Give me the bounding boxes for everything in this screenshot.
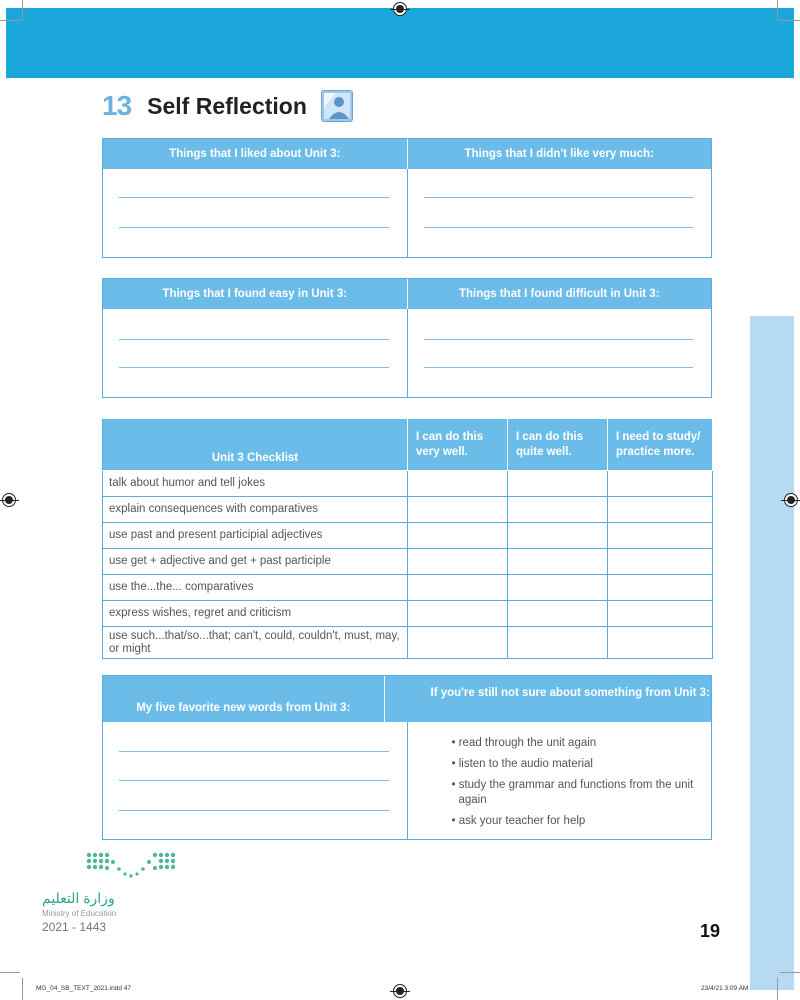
registration-mark-top [393,2,407,16]
column-very-well: I can do this very well. [408,419,508,471]
check-cell[interactable] [408,601,508,627]
crop-mark [0,972,20,973]
favorite-words-writing-area[interactable] [103,722,407,839]
difficult-header: Things that I found difficult in Unit 3: [407,279,712,309]
check-cell[interactable] [608,549,713,575]
checklist-item: use get + adjective and get + past participle [103,549,408,575]
check-cell[interactable] [408,497,508,523]
writing-line [119,810,389,811]
writing-line [424,367,694,368]
writing-line [119,367,389,368]
column-quite-well: I can do this quite well. [508,419,608,471]
check-cell[interactable] [608,471,713,497]
writing-line [424,197,694,198]
check-cell[interactable] [508,601,608,627]
check-cell[interactable] [408,523,508,549]
ministry-logo-english: Ministry of Education [42,909,117,918]
section-number: 13 [102,90,132,121]
check-cell[interactable] [508,523,608,549]
writing-line [119,339,389,340]
favorite-words-box [102,675,712,840]
check-cell[interactable] [508,549,608,575]
tips-list [408,722,712,829]
registration-mark-right [784,493,798,507]
check-cell[interactable] [508,497,608,523]
check-cell[interactable] [408,575,508,601]
not-sure-header: If you're still not sure about something from Unit 3: [384,676,712,722]
section-title: Self Reflection [147,92,307,119]
disliked-writing-area[interactable] [407,169,712,257]
difficult-writing-area[interactable] [407,309,712,397]
crop-mark [777,0,778,20]
footer-timestamp: 23/4/21 3:09 AM [701,985,749,992]
writing-line [119,751,389,752]
writing-line [119,227,389,228]
easy-header: Things that I found easy in Unit 3: [162,288,348,300]
easy-difficult-box [102,278,712,398]
tips-area [407,722,712,839]
check-cell[interactable] [408,627,508,659]
checklist-item: use the...the... comparatives [103,575,408,601]
liked-disliked-box [102,138,712,258]
checklist-item: use past and present participial adjectives [103,523,408,549]
ministry-logo-dots-icon [84,850,178,882]
checklist-item: use such...that/so...that; can't, could, couldn't, must, may, or might [103,627,408,659]
writing-line [119,197,389,198]
crop-mark [778,20,800,21]
section-heading [102,90,353,122]
ministry-logo-arabic: وزارة التعليم [42,890,115,906]
checklist-item: explain consequences with comparatives [103,497,408,523]
check-cell[interactable] [608,497,713,523]
check-cell[interactable] [508,575,608,601]
table-row [103,575,713,601]
favorite-words-header: My five favorite new words from Unit 3: [136,702,351,714]
crop-mark [22,0,23,20]
checklist-title: Unit 3 Checklist [103,419,408,471]
crop-mark [22,978,23,1000]
footer-file-name: MG_04_SB_TEXT_2021.indd 47 [36,985,132,992]
registration-mark-bottom [393,984,407,998]
writing-line [119,780,389,781]
table-row [103,549,713,575]
checklist-item: talk about humor and tell jokes [103,471,408,497]
check-cell[interactable] [608,627,713,659]
top-color-band [6,8,794,78]
check-cell[interactable] [408,549,508,575]
writing-line [424,339,694,340]
writing-line [424,227,694,228]
check-cell[interactable] [608,575,713,601]
disliked-header: Things that I didn't like very much: [407,139,712,169]
column-study-more: I need to study/ practice more. [608,419,713,471]
list-item: • read through the unit again [451,737,597,749]
list-item: • listen to the audio material [451,758,593,770]
check-cell[interactable] [608,601,713,627]
registration-mark-left [2,493,16,507]
liked-writing-area[interactable] [103,169,407,257]
self-reflection-icon [321,90,353,122]
check-cell[interactable] [608,523,713,549]
logo-year: 2021 - 1443 [42,920,107,934]
check-cell[interactable] [408,471,508,497]
table-row [103,601,713,627]
table-row [103,497,713,523]
liked-header: Things that I liked about Unit 3: [169,148,341,160]
table-row [103,471,713,497]
check-cell[interactable] [508,627,608,659]
easy-writing-area[interactable] [103,309,407,397]
table-row [103,627,713,659]
side-color-band [750,316,794,990]
crop-mark [777,978,778,1000]
unit-checklist-table [102,418,713,659]
crop-mark [0,20,22,21]
list-item: • study the grammar and functions from the unit again [451,779,694,806]
check-cell[interactable] [508,471,608,497]
table-row [103,523,713,549]
page-number: 19 [700,921,721,941]
list-item: • ask your teacher for help [451,815,586,827]
crop-mark [780,972,800,973]
checklist-item: express wishes, regret and criticism [103,601,408,627]
